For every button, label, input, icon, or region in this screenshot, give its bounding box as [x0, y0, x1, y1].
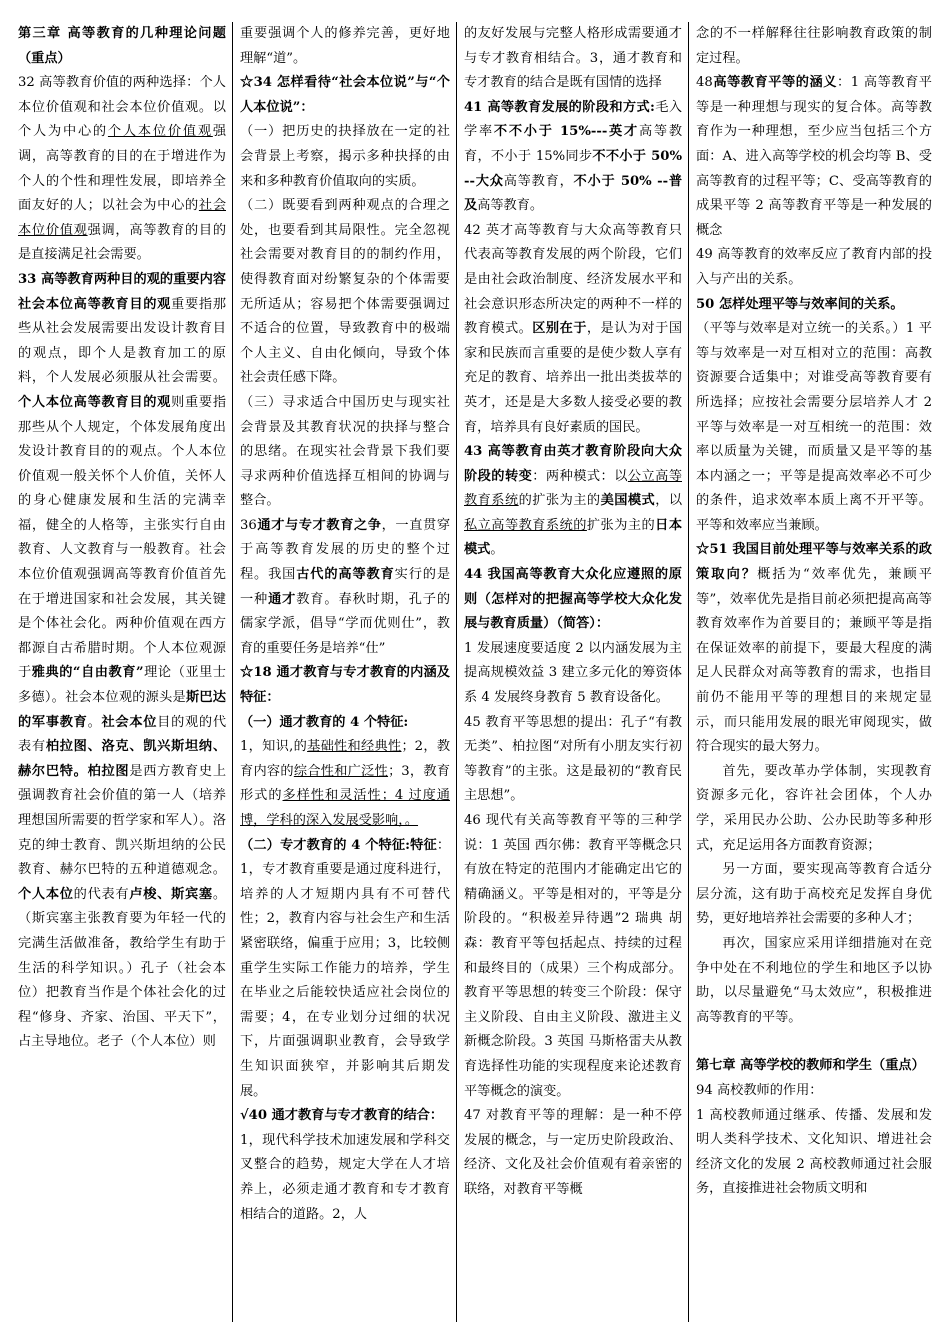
paragraph — [464, 711, 682, 809]
text-run: ；3，教育形式的 — [240, 763, 450, 804]
text-run: 再次，国家应采用详细措施对在竞争中处在不利地位的学生和地区予以协助，以尽量避免“马太效应”，积极推进高等教育的平等。 — [696, 935, 932, 1025]
text-run: 实行的是一种 — [240, 567, 450, 607]
paragraph — [696, 317, 932, 538]
paragraph — [464, 22, 682, 96]
bold-text: 区别在于 — [532, 321, 587, 337]
text-run: 理论（亚里士多德）。社会本位观的源头是 — [18, 665, 226, 706]
text-run: 春秋时期，孔子的儒家学派，倡导“学而优则仕”，教育的重要任务是培养“仕” — [240, 591, 450, 656]
bold-text: 33 高等教育两种目的观的重要内容 — [18, 271, 226, 287]
text-run: 高等教育。 — [477, 198, 544, 214]
paragraph — [696, 1054, 932, 1079]
text-run: 毛入学率 — [464, 99, 682, 140]
text-run: 高等教育，不小于 15%同步 — [464, 124, 682, 164]
text-run: 的代表有 — [73, 886, 130, 902]
text-run: 孔子（社会本位）把教育当作是个体社会化的过程“修身、齐家、治国、平天下”，占主导地位。老子（个人本位）则 — [18, 960, 226, 1050]
text-run: 扩张为主的 — [586, 517, 656, 533]
text-run: 高等教育， — [503, 173, 574, 189]
paragraph — [464, 637, 682, 711]
text-run: 则重要指那些从个人规定，个体发展角度出发设计教育目的的观点。个人本位价值观一般关怀个人价值，关怀人的身心健康发展和生活的完满幸福，健全的人格等，主张实行自由教育、人文教育与一般教育。社会本位价值观强调高等教育价值首先在于增进国家和社会发展，其关键是个体社会化。 — [18, 394, 226, 632]
column-divider — [232, 22, 233, 1322]
text-column-2 — [240, 22, 450, 1322]
text-run: 47 对教育平等的理解：是一种不停发展的概念，与一定历史阶段政治、经济、文化及社会价值观有着亲密的联络，对教育平等概 — [464, 1108, 682, 1197]
text-run: 重要强调个人的修养完善，更好地理解“道”。 — [240, 26, 450, 66]
text-column-1 — [18, 22, 226, 1322]
bold-text: 柏拉图 — [87, 763, 130, 779]
paragraph — [240, 194, 450, 391]
text-column-4 — [696, 22, 932, 1322]
text-run: 教育。 — [296, 591, 339, 607]
bold-text: √40 通才教育与专才教育的结合： — [240, 1108, 444, 1124]
text-run: ，是认为对于国家和民族而言重要的是使少数人享有充足的教育、培养出一批出类拔萃的英才，还是是大多数人接受必要的教育，培养具有良好素质的国民。 — [464, 321, 682, 435]
text-run: 36 — [240, 517, 257, 533]
text-run: 。（斯宾塞主张教育要为年轻一代的完满生活做准备，教给学生有助于生活的科学知识。） — [18, 886, 226, 976]
paragraph — [240, 661, 450, 710]
underlined-text: 私立高等教育系统的 — [464, 517, 587, 533]
paragraph — [464, 1104, 682, 1202]
paragraph — [696, 760, 932, 858]
text-run: 94 高校教师的作用： — [696, 1082, 823, 1098]
bold-text: 通才与专才教育之争 — [256, 517, 382, 533]
text-run: ：1 高等教育平等是一种理想与现实的复合体。高等教育作为一种理想，至少应当包括三个方面：A、进入高等学校的机会均等 B、受高等教育的过程平等；C、受高等教育的成果平等 2 高等教育平等是一种发展的概念 — [696, 75, 932, 238]
bold-text: 美国模式 — [600, 493, 656, 509]
paragraph — [464, 440, 682, 563]
underlined-text: 多样性和灵活性；4 过度通博，学科的深入发展受影响，。 — [240, 788, 450, 828]
paragraph — [696, 1079, 932, 1104]
text-run: ，以 — [655, 493, 682, 509]
bold-text: （二）专才教育的 4 个特征: — [240, 837, 411, 853]
text-run: ：1，专才教育重要是通过度科进行，培养的人才短期内具有不可替代性；2，教育内容与社会生产和生活紧密联络，偏重于应用；3，比较侧重学生实际工作能力的培养，学生在毕业之后能较快适应社会岗位的需要；4，在专业划分过细的状况下，片面强调职业教育，会导致学生知识面狭窄，并影响其后期发展。 — [240, 837, 450, 1099]
text-run: 32 高等教育价值的两种选择：个人本位价值观和社会本位价值观。以个人为中心的 — [18, 75, 226, 140]
bold-text: 第三章 高等教育的几种理论问题（重点） — [18, 26, 226, 66]
paragraph — [464, 809, 682, 1104]
paragraph — [240, 834, 450, 1105]
paragraph — [696, 243, 932, 292]
text-run: 。 — [490, 542, 504, 558]
paragraph — [240, 735, 450, 833]
paragraph — [240, 1129, 450, 1227]
text-run: 1 高校教师通过继承、传播、发展和发明人类科学技术、文化知识、增进社会经济文化的发展 2 高校教师通过社会服务，直接推进社会物质文明和 — [696, 1107, 932, 1197]
text-run: 概括为“效率优先，兼顾平等”，效率优先是指目前必须把提高高等教育效率作为首要目的；兼顾平等是指在保证效率的前提下，要最大程度的满足人民群众对高等教育的需求，也指目前仍不能用平等的理想目的来规定显示，而只能用发展的眼光审阅现实，做符合现实的最大努力。 — [696, 567, 932, 755]
text-run: 1 发展速度要适度 2 以内涵发展为主提高规模效益 3 建立多元化的筹资体系 4 发展终身教育 5 教育设备化。 — [464, 640, 682, 706]
bold-text: 不不小于 50% --大众 — [464, 148, 682, 189]
text-run: 49 高等教育的效率反应了教育内部的投入与产出的关系。 — [696, 247, 932, 287]
paragraph — [18, 71, 226, 268]
paragraph — [240, 120, 450, 194]
underlined-text: 基础性和经典性 — [307, 739, 402, 755]
text-run: 45 教育平等思想的提出：孔子“有教无类”、柏拉图“对所有小朋友实行初等教育”的主张。这是最初的“教育民主思想”。 — [464, 714, 682, 804]
text-run: 1，知识,的 — [240, 739, 308, 755]
text-run: 48 — [696, 75, 713, 91]
bold-text: ☆51 我国目前处理平等与效率关系的政策取向？ — [696, 542, 932, 583]
bold-text: 个人本位 — [18, 886, 74, 902]
text-run: ；2，教育内容的 — [240, 739, 450, 779]
text-run: 。 — [87, 714, 102, 730]
paragraph — [696, 22, 932, 71]
bold-text: 古代的高等教育 — [296, 567, 395, 583]
paragraph — [696, 538, 932, 759]
bold-text: 社会本位高等教育目的观 — [18, 296, 172, 312]
paragraph — [240, 22, 450, 71]
text-run: 强调，高等教育的目的是直接满足社会需要。 — [18, 222, 226, 263]
text-run: 两种价值观在西方都源自古希腊时期。个人本位观源于 — [18, 616, 226, 681]
paragraph — [696, 858, 932, 932]
text-column-3 — [464, 22, 682, 1322]
text-run: （三）寻求适合中国历史与现实社会背景及其教育状况的抉择与整合的思绪。在现实社会背景下我们要寻求两种价值选择互相间的协调与整合。 — [240, 394, 450, 509]
bold-text: 通才 — [268, 591, 297, 607]
bold-text: 社会本位 — [101, 714, 158, 730]
bold-text: ☆34 怎样看待“社会本位说”与“个人本位说”： — [240, 75, 450, 115]
document-page — [18, 22, 934, 1322]
bold-text: 特征 — [410, 837, 437, 853]
underlined-text: 社会本位价值观 — [18, 198, 226, 238]
text-run: （平等与效率是对立统一的关系。）1 平等与效率是一对互相对立的范围：高教资源要合适集中；对谁受高等教育要有所选择；应按社会需要分层培养人才 2 平等与效率是一对互相统一的范围：效率以质量为关键，而质量又是平等的基本内涵之一；平等是提高效率必不可少的条件，追求效率本质上离不开平等。平等和效率应当兼顾。 — [696, 321, 932, 533]
text-run: 的扩张为主的 — [518, 493, 601, 509]
text-run: 42 英才高等教育与大众高等教育只代表高等教育发展的两个阶段，它们是由社会政治制度、经济发展水平和社会意识形态所决定的两种不一样的教育模式。 — [464, 222, 682, 337]
underlined-text: 个人本位价值观 — [107, 124, 213, 140]
paragraph — [240, 391, 450, 514]
paragraph — [696, 293, 932, 318]
text-run: 目的观的代表有 — [18, 714, 226, 755]
paragraph — [18, 268, 226, 1055]
column-divider — [688, 22, 689, 1322]
bold-text: 不小于 50% --普及 — [464, 173, 682, 214]
bold-text: ☆18 通才教育与专才教育的内涵及特征： — [240, 665, 450, 706]
text-run: （一）把历史的抉择放在一定的社会背景上考察，揭示多种抉择的由来和多种教育价值取向的实质。 — [240, 124, 450, 189]
bold-text: 柏拉图、洛克、凯兴斯坦纳、赫尔巴特。 — [18, 739, 226, 779]
bold-text: 50 怎样处理平等与效率间的关系。 — [696, 296, 904, 312]
paragraph — [18, 22, 226, 71]
bold-text: 高等教育平等的涵义 — [712, 75, 837, 91]
column-divider — [456, 22, 457, 1322]
paragraph — [240, 514, 450, 662]
text-run: 的友好发展与完整人格形成需要通才与专才教育相结合。3，通才教育和专才教育的结合是既有国情的选择 — [464, 26, 682, 91]
paragraph — [696, 1104, 932, 1202]
text-run: （二）既要看到两种观点的合理之处，也要看到其局限性。完全忽视社会需要对教育目的的制约作用，使得教育面对纷繁复杂的个体需要无所适从；容易把个体需要强调过不适合的位置，导致教育中的极端个人主义、自由化倾向，导致个体社会责任感下降。 — [240, 198, 450, 386]
bold-text: 卢梭、斯宾塞 — [129, 886, 213, 902]
paragraph-spacer — [696, 1030, 932, 1054]
bold-text: 不不小于 15%---英才 — [493, 124, 639, 140]
text-run: 强调，高等教育的目的在于增进作为个人的个性和理性发展，即培养全面友好的人；以社会为中心的 — [18, 124, 226, 214]
text-run: 重要指那些从社会发展需要出发设计教育目的观点，即个人是教育加工的原料，个人发展必须服从社会需要。 — [18, 296, 226, 386]
paragraph — [240, 1104, 450, 1129]
text-run: ：两种模式：以 — [532, 468, 628, 484]
bold-text: 个人本位高等教育目的观 — [18, 394, 172, 410]
paragraph — [696, 71, 932, 243]
paragraph — [240, 711, 450, 736]
text-run: 另一方面，要实现高等教育合适分层分流，这有助于高校充足发挥自身优势，更好地培养社会需要的多种人才； — [696, 862, 932, 927]
text-run: 46 现代有关高等教育平等的三种学说：1 英国 西尔佛：教育平等概念只有放在特定的范围内才能确定出它的精确涵义。平等是相对的，平等是分阶段的。“积极差异待遇”2 瑞典 胡森：教育平等包括起点、持续的过程和最终目的（成果）三个构成部分。教育平等思想的转变三个阶段：保守主义阶段、自由主义阶段、激进主义新概念阶段。3 英国 马斯格雷夫从教育选择性功能的实现程度来论述教育平等概念的演变。 — [464, 813, 682, 1099]
paragraph — [240, 71, 450, 120]
paragraph — [464, 96, 682, 219]
text-run: 是西方教育史上强调教育社会价值的第一人（培养理想国所需要的哲学家和军人）。洛克的绅士教育、凯兴斯坦纳的公民教育、赫尔巴特的五种道德观念。 — [18, 763, 226, 878]
bold-text: 41 高等教育发展的阶段和方式: — [464, 99, 655, 115]
paragraph — [464, 563, 682, 637]
paragraph — [464, 219, 682, 440]
bold-text: 日本模式 — [464, 517, 682, 558]
underlined-text: 综合性和广泛性 — [293, 763, 389, 779]
bold-text: 雅典的“自由教育” — [31, 665, 144, 681]
bold-text: 第七章 高等学校的教师和学生（重点） — [696, 1058, 925, 1074]
bold-text: 44 我国高等教育大众化应遵照的原则（怎样对的把握高等学校大众化发展与教育质量）（简答）： — [464, 567, 682, 632]
text-run: 首先，要改革办学体制，实现教育资源多元化，容许社会团体，个人办学，采用民办公助、公办民助等多种形式，充足运用各方面教育资源； — [696, 763, 932, 853]
text-run: 1，现代科学技术加速发展和学科交叉整合的趋势，规定大学在人才培养上，必须走通才教育和专才教育相结合的道路。2，人 — [240, 1132, 450, 1222]
bold-text: 43 高等教育由英才教育阶段向大众阶段的转变 — [464, 444, 682, 484]
paragraph — [696, 932, 932, 1030]
underlined-text: 公立高等教育系统 — [464, 468, 682, 509]
text-run: ，一直贯穿于高等教育发展的历史的整个过程。我国 — [240, 517, 450, 583]
bold-text: （一）通才教育的 4 个特征: — [240, 714, 409, 730]
bold-text: 斯巴达的军事教育 — [18, 690, 226, 730]
text-run: 念的不一样解释往往影响教育政策的制定过程。 — [696, 26, 932, 66]
